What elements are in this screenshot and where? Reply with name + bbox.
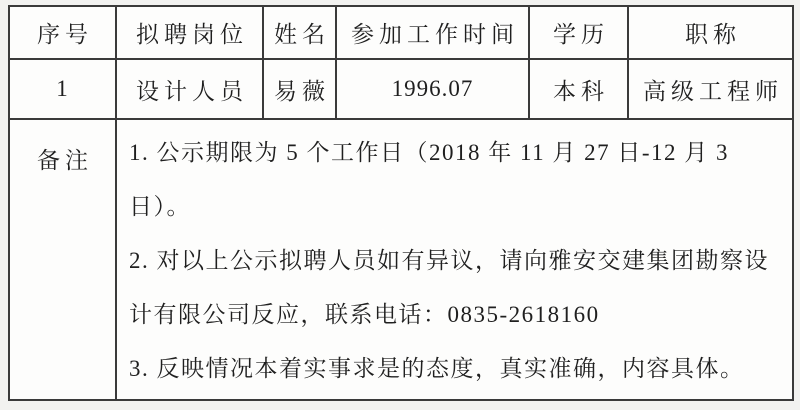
remarks-label: 备注 <box>9 119 116 400</box>
header-cell-education: 学历 <box>529 6 628 59</box>
cell-title: 高级工程师 <box>628 59 793 119</box>
header-cell-serial-number: 序号 <box>9 6 116 59</box>
header-cell-position: 拟聘岗位 <box>116 6 263 59</box>
hiring-notice-table <box>8 5 794 401</box>
table-header-row <box>9 6 793 59</box>
cell-serial-number: 1 <box>9 59 116 119</box>
remarks-content <box>116 119 793 400</box>
table-row <box>9 59 793 119</box>
remark-item-1: 1. 公示期限为 5 个工作日（2018 年 11 月 27 日-12 月 3 日）。 <box>129 140 730 219</box>
header-cell-title: 职称 <box>628 6 793 59</box>
header-cell-work-start: 参加工作时间 <box>336 6 529 59</box>
remarks-row <box>9 119 793 400</box>
remark-item-2: 2. 对以上公示拟聘人员如有异议，请向雅安交建集团勘察设计有限公司反应，联系电话：0835-2618160 <box>129 248 769 327</box>
cell-name: 易薇 <box>263 59 336 119</box>
cell-position: 设计人员 <box>116 59 263 119</box>
cell-education: 本科 <box>529 59 628 119</box>
cell-work-start: 1996.07 <box>336 59 529 119</box>
header-cell-name: 姓名 <box>263 6 336 59</box>
remark-item-3: 3. 反映情况本着实事求是的态度，真实准确，内容具体。 <box>129 356 745 381</box>
